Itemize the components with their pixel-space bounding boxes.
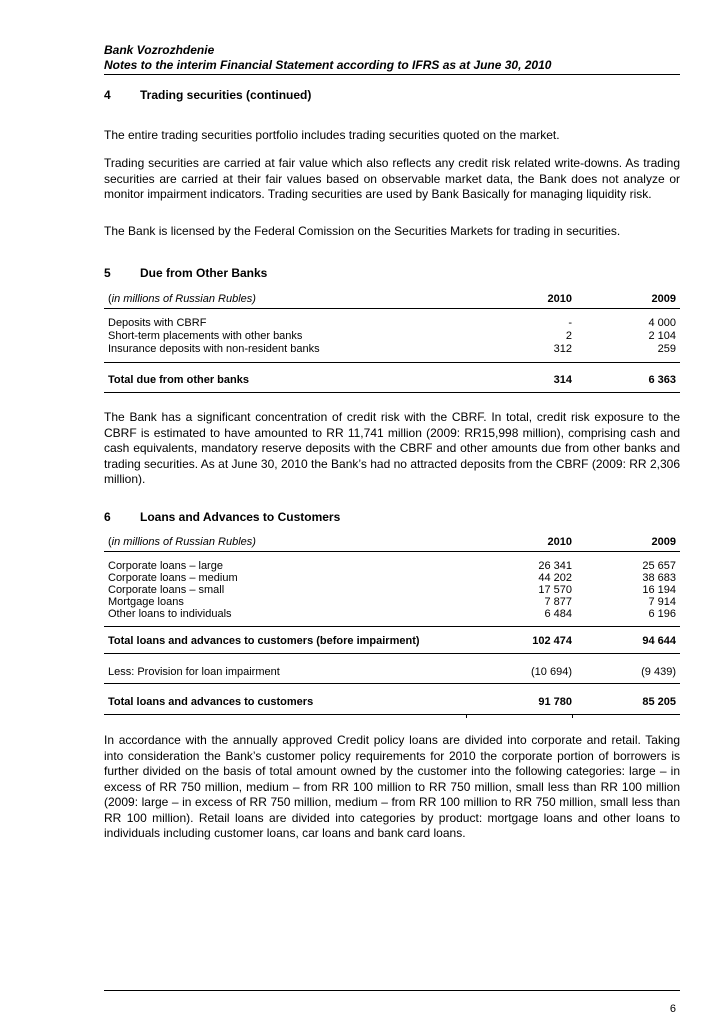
section-5-paragraph: The Bank has a significant concentration of credit risk with the CBRF. In total, credit risk exposure to the CBRF is estimated to have amounted to RR 11,741 million (2009: RR15,998 million), comprising cash and cash equivalents, mandatory reserve deposits with the CBRF and other amounts due from other banks and trading securities. As at June 30, 2010 the Bank’s had no attracted deposits from the CBRF (2009: RR 2,306 million).: [104, 410, 680, 486]
column-header-2010: 2010: [547, 293, 572, 305]
table-header-row: [104, 536, 680, 549]
table-subtotal-row: Total loans and advances to customers (before impairment) 102 474 94 644: [108, 635, 676, 647]
document-subtitle: Notes to the interim Financial Statement according to IFRS as at June 30, 2010: [104, 58, 552, 72]
loans-table: [104, 536, 680, 718]
section-6-heading: [104, 510, 340, 524]
table-divider: [104, 362, 680, 363]
section-number: 5: [104, 266, 111, 280]
footer-divider: [104, 990, 680, 991]
table-divider: [104, 653, 680, 654]
table-total-row: Total due from other banks 314 6 363: [108, 374, 676, 386]
table-bottom-rule: [104, 714, 680, 715]
document-title: Bank Vozrozhdenie: [104, 43, 215, 57]
table-provision-row: Less: Provision for loan impairment (10 694) (9 439): [108, 666, 676, 678]
section-number: 6: [104, 510, 111, 524]
table-row: Deposits with CBRF - 4 000: [108, 317, 676, 329]
section-6-paragraph: In accordance with the annually approved Credit policy loans are divided into corporate and retail. Taking into consideration the Bank’s customer policy requirements for 2010 the corporate portion of borrowers is further divided on the basis of total amount owned by the customer into the following categories: large – in excess of RR 750 million, medium – from RR 100 million to RR 750 million, small less than RR 100 million (2009: large – in excess of RR 750 million, medium – from RR 100 million to RR 750 million, small less than RR 100 million). Retail loans are divided into categories by product: mortgage loans and other loans to individuals including customer loans, car loans and bank card loans.: [104, 733, 680, 840]
column-tick: [572, 714, 573, 718]
table-bottom-rule: [104, 392, 680, 393]
table-row: Corporate loans – small 17 570 16 194: [108, 584, 676, 596]
unit-label: (in millions of Russian Rubles): [108, 536, 256, 548]
section-number: 4: [104, 88, 111, 102]
section-title: Trading securities (continued): [140, 88, 312, 102]
table-header-divider: [104, 551, 680, 552]
table-row: Corporate loans – medium 44 202 38 683: [108, 572, 676, 584]
section-4-paragraph-2: Trading securities are carried at fair value which also reflects any credit risk related write-downs. As trading securities are carried at their fair values based on observable market data, the Bank does not analyze or monitor impairment indicators. Trading securities are used by Bank Basically for managing liquidity risk.: [104, 156, 680, 201]
section-title: Loans and Advances to Customers: [140, 510, 341, 524]
column-header-2010: 2010: [547, 536, 572, 548]
header-divider: [104, 74, 680, 75]
table-header-divider: [104, 308, 680, 309]
table-row: Mortgage loans 7 877 7 914: [108, 596, 676, 608]
section-title: Due from Other Banks: [140, 266, 268, 280]
column-header-2009: 2009: [651, 536, 676, 548]
page-number: 6: [669, 1003, 676, 1015]
unit-label: (in millions of Russian Rubles): [108, 293, 256, 305]
section-4-paragraph-3: The Bank is licensed by the Federal Comission on the Securities Markets for trading in securities.: [104, 224, 621, 238]
due-from-banks-table: [104, 293, 680, 393]
table-row: Other loans to individuals 6 484 6 196: [108, 608, 676, 620]
table-divider: [104, 683, 680, 684]
column-header-2009: 2009: [651, 293, 676, 305]
table-row: Insurance deposits with non-resident banks 312 259: [108, 343, 676, 355]
table-row: Short-term placements with other banks 2 2 104: [108, 330, 676, 342]
table-header-row: [104, 293, 680, 306]
table-total-row: Total loans and advances to customers 91 780 85 205: [108, 696, 676, 708]
table-row: Corporate loans – large 26 341 25 657: [108, 560, 676, 572]
column-tick: [466, 714, 467, 718]
section-5-heading: [104, 266, 267, 280]
section-4-paragraph-1: The entire trading securities portfolio includes trading securities quoted on the market.: [104, 128, 560, 142]
section-4-heading: [104, 88, 311, 102]
table-divider: [104, 626, 680, 627]
